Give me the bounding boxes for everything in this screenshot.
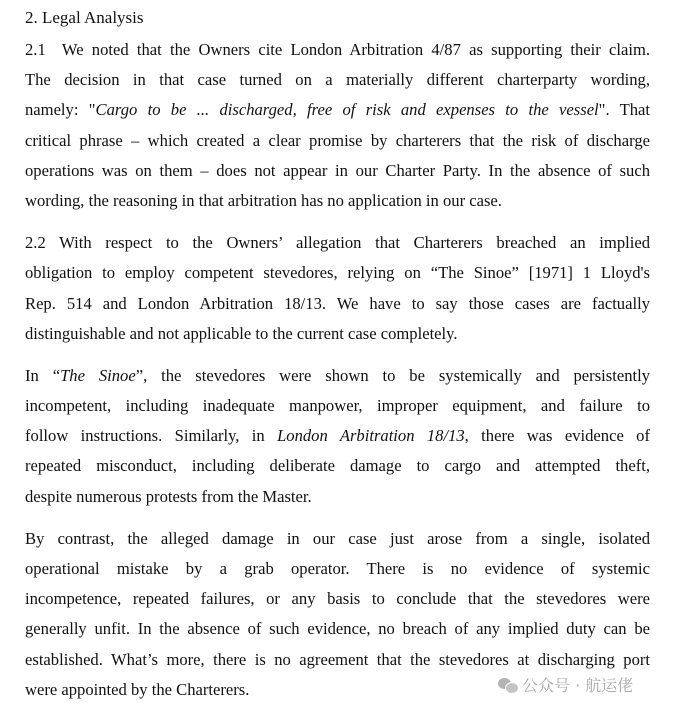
text-line bbox=[25, 35, 650, 65]
text-segment: follow instructions. Similarly, in bbox=[25, 426, 278, 446]
text-segment: Rep. 514 and London Arbitration 18/13. We have to say those cases are factually bbox=[25, 293, 650, 313]
text-segment: repeated misconduct, including deliberate damage to cargo and attempted theft, bbox=[25, 456, 650, 476]
text-segment: obligation to employ competent stevedores, relying on “The Sinoe” [1971] 1 Lloyd's bbox=[25, 263, 650, 283]
text-line bbox=[25, 645, 650, 675]
text-line bbox=[25, 421, 650, 451]
text-segment: 2.1 We noted that the Owners cite London Arbitration 4/87 as supporting their claim. bbox=[25, 40, 650, 59]
text-segment: In “ bbox=[25, 365, 61, 385]
text-segment: generally unfit. In the absence of such evidence, no breach of any implied duty can be bbox=[25, 619, 650, 639]
text-segment: critical phrase – which created a clear promise by charterers that the risk of discharge bbox=[25, 130, 650, 150]
text-line bbox=[25, 482, 650, 512]
text-segment: namely: " bbox=[25, 100, 96, 120]
paragraph-2-2 bbox=[25, 228, 650, 349]
text-line bbox=[25, 186, 650, 216]
text-segment: The decision in that case turned on a materially different charterparty wording, bbox=[25, 70, 650, 90]
text-segment: incompetent, including inadequate manpower, improper equipment, and failure to bbox=[25, 396, 650, 416]
text-segment: , there was evidence of bbox=[464, 426, 650, 446]
paragraph-2-1 bbox=[25, 35, 650, 216]
text-segment: ”, the stevedores were shown to be systemically and persistently bbox=[135, 365, 651, 385]
text-segment: operations was on them – does not appear in our Charter Party. In the absence of such bbox=[25, 160, 650, 180]
text-line bbox=[25, 95, 650, 125]
text-segment: By contrast, the alleged damage in our case just arose from a single, isolated bbox=[25, 528, 650, 548]
text-segment: wording, the reasoning in that arbitration has no application in our case. bbox=[25, 190, 502, 210]
text-line bbox=[25, 614, 650, 644]
watermark bbox=[498, 673, 633, 696]
text-line bbox=[25, 65, 650, 95]
text-line bbox=[25, 391, 650, 421]
text-line bbox=[25, 361, 650, 391]
text-segment: distinguishable and not applicable to the current case completely. bbox=[25, 323, 458, 343]
italic-text: London Arbitration 18/13 bbox=[277, 426, 465, 446]
section-heading: 2. Legal Analysis bbox=[25, 8, 144, 27]
text-segment: despite numerous protests from the Master. bbox=[25, 486, 312, 506]
text-line bbox=[25, 126, 650, 156]
text-line bbox=[25, 289, 650, 319]
wechat-icon bbox=[498, 677, 518, 693]
text-segment: ". That bbox=[598, 100, 650, 120]
paragraphs bbox=[25, 35, 650, 705]
text-line bbox=[25, 258, 650, 288]
text-segment: 2.2 With respect to the Owners’ allegation that Charterers breached an implied bbox=[25, 233, 650, 253]
italic-text: Cargo to be ... discharged, free of risk and expenses to the vessel bbox=[95, 100, 599, 120]
text-line bbox=[25, 584, 650, 614]
document bbox=[25, 3, 650, 717]
italic-text: The Sinoe bbox=[60, 365, 136, 385]
text-line bbox=[25, 524, 650, 554]
text-line bbox=[25, 319, 650, 349]
text-line bbox=[25, 554, 650, 584]
text-line bbox=[25, 156, 650, 186]
text-segment: were appointed by the Charterers. bbox=[25, 679, 250, 699]
text-line bbox=[25, 228, 650, 258]
text-segment: incompetence, repeated failures, or any basis to conclude that the stevedores were bbox=[25, 589, 650, 609]
text-line bbox=[25, 451, 650, 481]
text-segment: established. What’s more, there is no agreement that the stevedores at discharging port bbox=[25, 649, 650, 669]
text-segment: operational mistake by a grab operator. There is no evidence of systemic bbox=[25, 559, 650, 578]
paragraph-sinoe bbox=[25, 361, 650, 512]
watermark-text: 公众号 · 航运佬 bbox=[522, 676, 634, 695]
